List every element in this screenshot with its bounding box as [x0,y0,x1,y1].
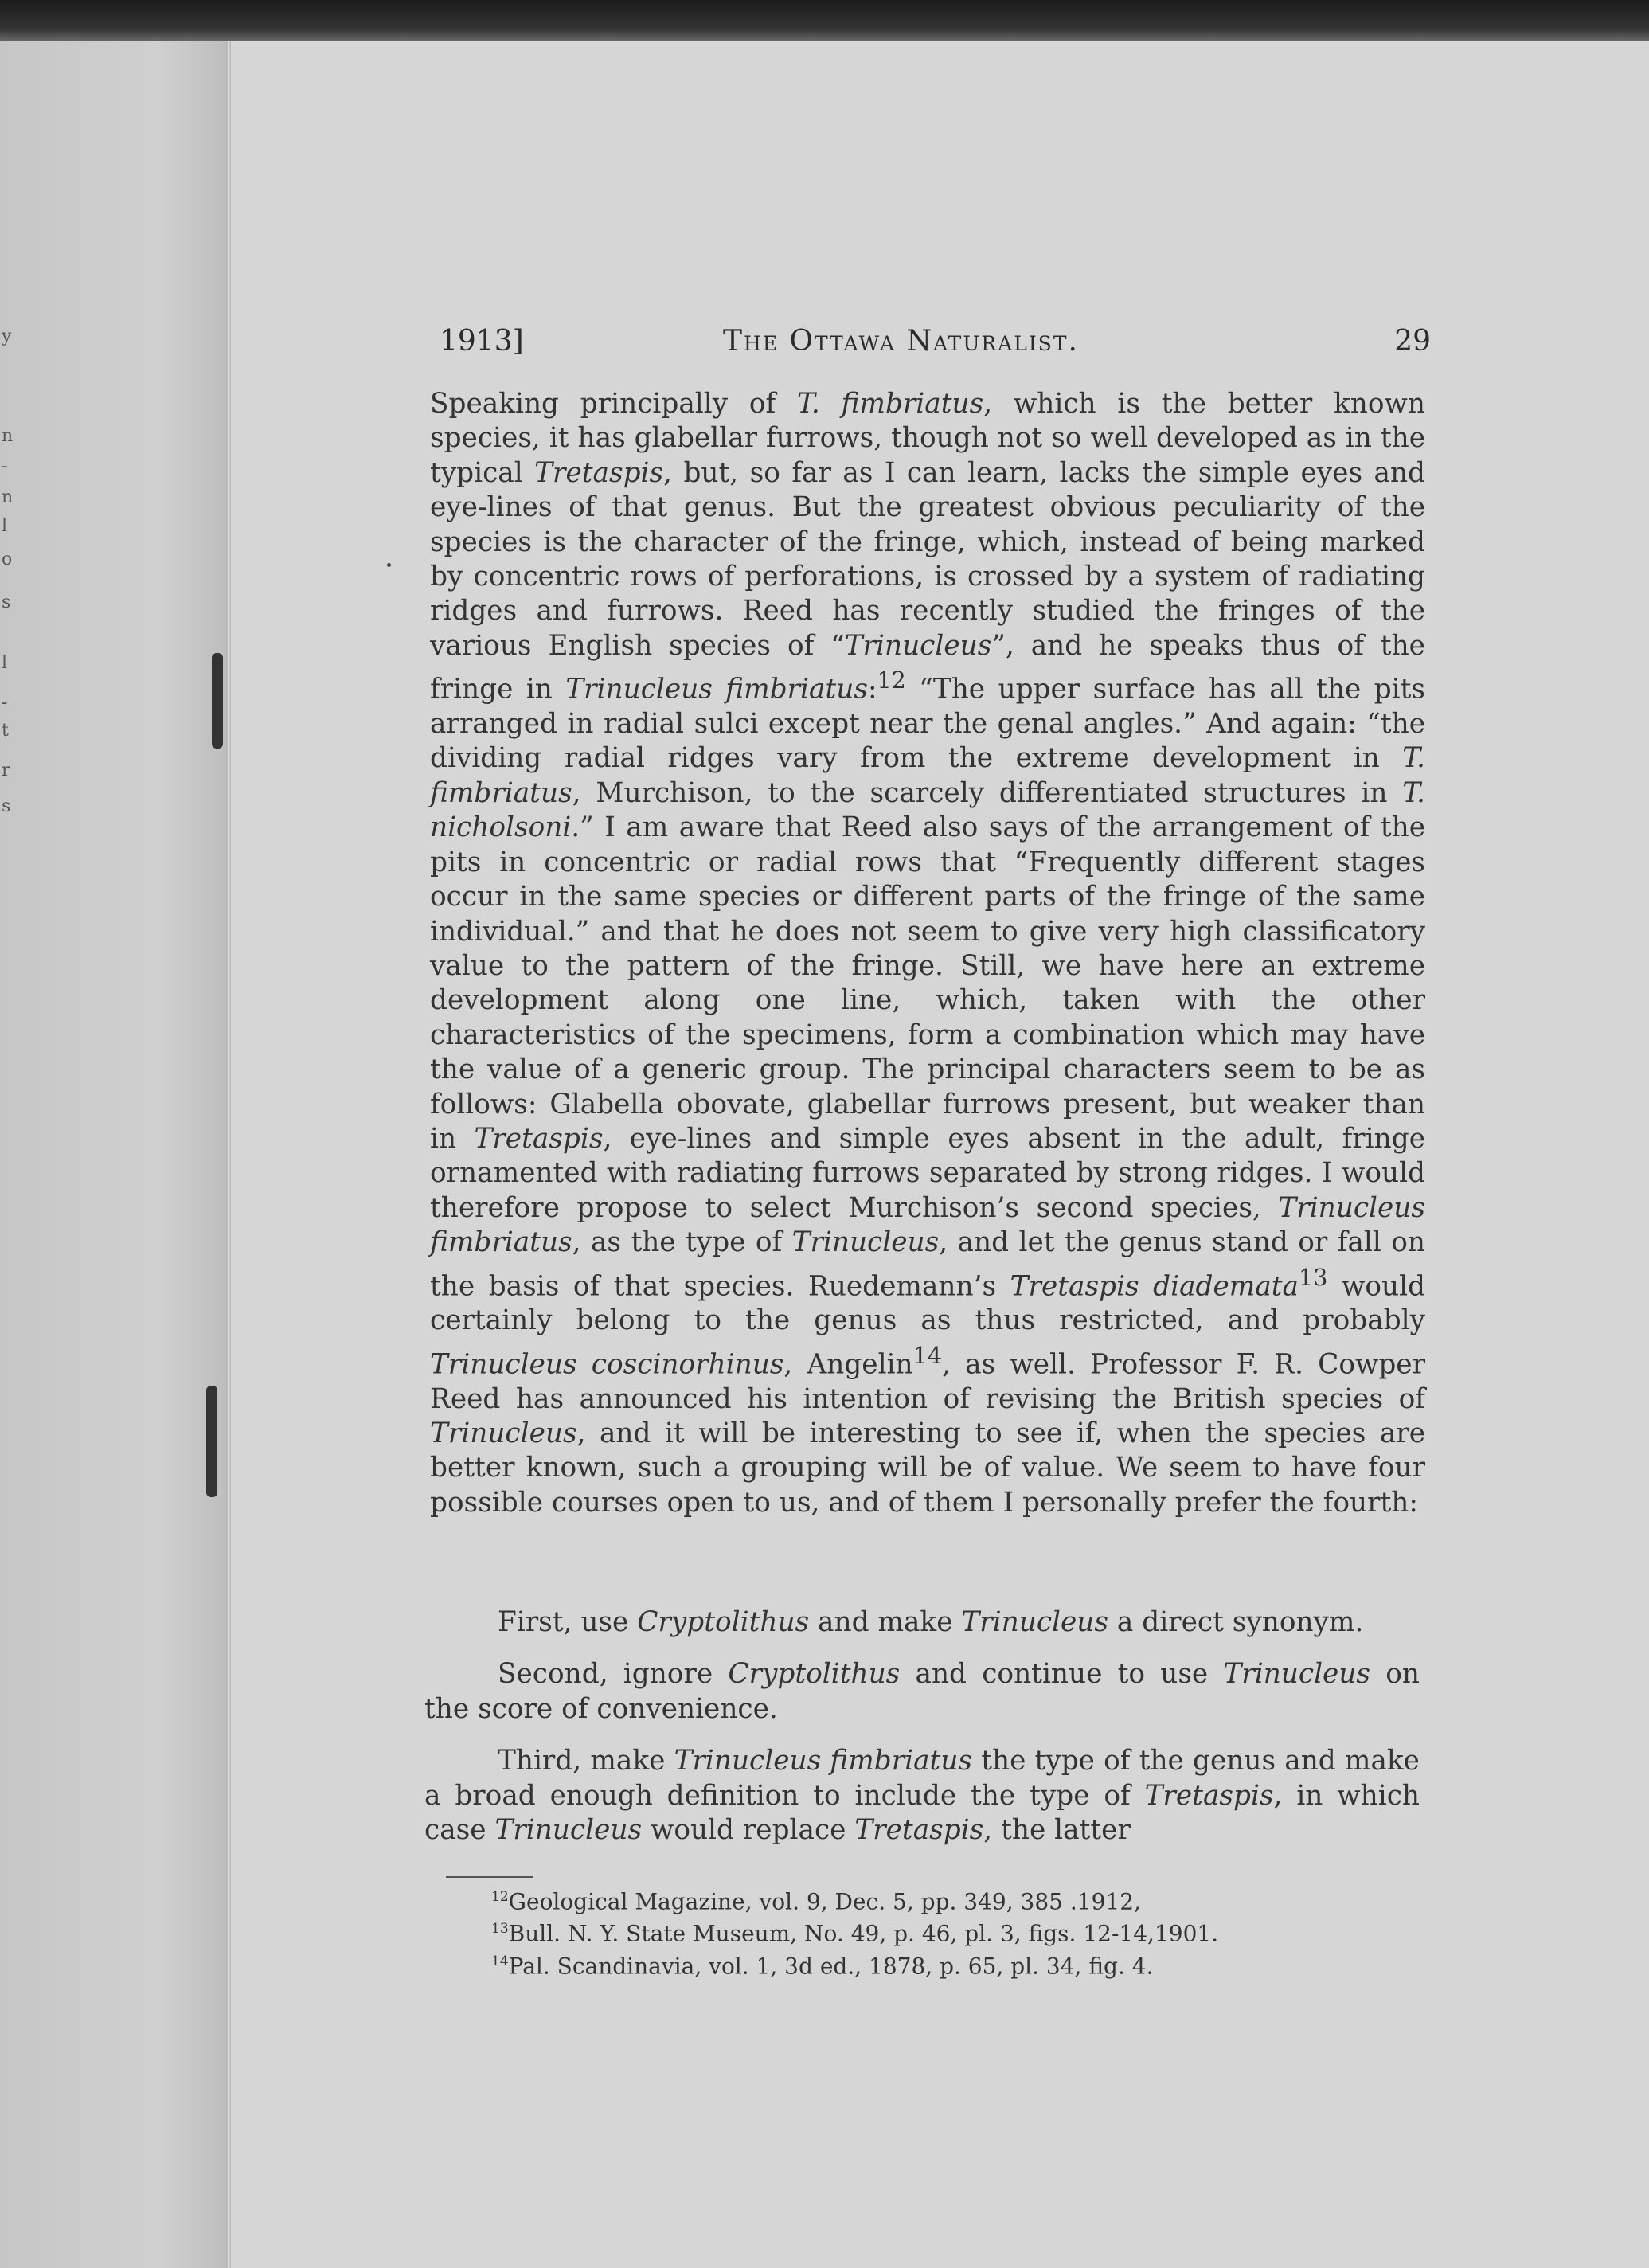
binding-mark-top [212,653,223,749]
header-year: 1913] [440,325,524,358]
footnote: $^{14}$Pal. Scandinavia, vol. 1, 3d ed., 1878, p. 65, pl. 34, fig. 4. [491,1952,1154,1979]
specks [387,563,391,567]
edge-letter: s [2,592,11,612]
edge-letter: t [2,721,9,741]
edge-letter: - [2,456,8,476]
option-third: Third, make Trinucleus fimbriatus the type of the genus and make a broad enough definition to include the type of Tretaspis, in which case Trinucleus would replace Tretaspis, the latter [424,1745,1420,1847]
option-second: Second, ignore Cryptolithus and continue to use Trinucleus on the score of convenience. [424,1658,1420,1725]
edge-letter: l [2,516,8,536]
option-first: First, use Cryptolithus and make Trinucleus a direct synonym. [498,1606,1364,1638]
footnotes [491,1883,1447,1980]
edge-letter: - [2,693,8,713]
footnote-rule [446,1876,533,1878]
footnote: $^{13}$Bull. N. Y. State Museum, No. 49, p. 46, pl. 3, figs. 12-14,1901. [491,1920,1219,1947]
edge-letter: n [2,426,14,446]
left-page-edge [0,41,229,2268]
edge-letter: n [2,487,14,507]
binding-mark-bottom [206,1386,217,1497]
header-title: The Ottawa Naturalist. [723,325,1079,358]
body-paragraph: Speaking principally of T. fimbriatus, which is the better known species, it has glabellar furrows, though not so well developed as in the typical Tretaspis, but, so far as I can learn, lacks the simple eyes and eye-lines of that genus. But the greatest obvious peculiarity of the species is the character of the fringe, which, instead of being marked by concentric rows of perforations, is crossed by a system of radiating ridges and furrows. Reed has recently studied the fringes of the various English species of “Trinucleus”, and he speaks thus of the fringe in Trinucleus fimbriatus:$^{12}$ “The upper surface has all the pits arranged in radial sulci except near the genal angles.” And again: “the dividing radial ridges vary from the extreme development in T. fimbriatus, Murchison, to the scarcely differentiated structures in T. nicholsoni.” I am aware that Reed also says of the arrangement of the pits in concentric or radial rows that “Frequently different stages occur in the same species or different parts of the fringe of the same individual.” and that he does not seem to give very high classificatory value to the pattern of the fringe. Still, we have here an extreme development along one line, which, taken with the other characteristics of the specimens, form a combination which may have the value of a generic group. The principal characters seem to be as follows: Glabella obovate, glabellar furrows present, but weaker than in Tretaspis, eye-lines and simple eyes absent in the adult, fringe ornamented with radiating furrows separated by strong ridges. I would therefore propose to select Murchison’s second species, Trinucleus fimbriatus, as the type of Trinucleus, and let the genus stand or fall on the basis of that species. Ruedemann’s Tretaspis diademata$^{13}$ would certainly belong to the genus as thus restricted, and probably Trinucleus coscinorhinus, Angelin$^{14}$, as well. Professor F. R. Cowper Reed has announced his intention of revising the British species of Trinucleus, and it will be interesting to see if, when the species are better known, such a grouping will be of value. We seem to have four possible courses open to us, and of them I personally prefer the fourth: [430,388,1425,1519]
running-header [440,325,1431,363]
scan-top-band [0,0,1649,41]
footnote: $^{12}$Geological Magazine, vol. 9, Dec. 5, pp. 349, 385 .1912, [491,1888,1141,1915]
options-list [424,1605,1420,1865]
edge-letter: r [2,761,10,780]
edge-letter: l [2,653,8,673]
edge-letter: s [2,796,11,816]
page-number: 29 [1394,325,1431,358]
body-text [430,387,1425,1520]
edge-letter: o [2,549,13,569]
edge-letter: y [2,327,12,346]
